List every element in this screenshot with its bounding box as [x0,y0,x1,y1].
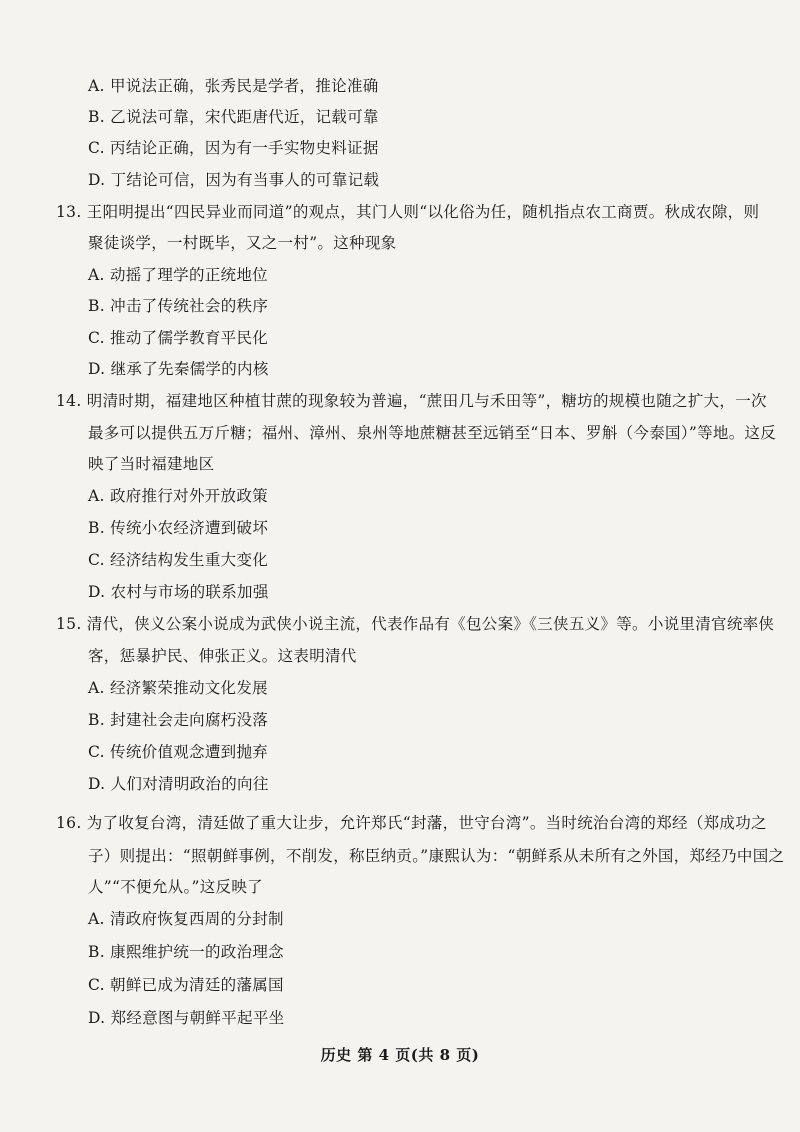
q16-stem-line-3: 人”“不便允从。”这反映了 [88,878,263,896]
q12-option-b: B. 乙说法可靠，宋代距唐代近，记载可靠 [88,108,379,126]
q14-stem-line-2: 最多可以提供五万斤糖；福州、漳州、泉州等地蔗糖甚至远销至“日本、罗斛（今泰国）”等地。这反 [88,424,777,442]
q14-option-a: A. 政府推行对外开放政策 [88,487,268,505]
q13-option-c: C. 推动了儒学教育平民化 [88,329,269,347]
q13-option-b: B. 冲击了传统社会的秩序 [88,297,269,315]
q14-option-b: B. 传统小农经济遭到破坏 [88,519,269,537]
q15-option-d: D. 人们对清明政治的向往 [88,775,269,793]
q13-stem-line-2: 聚徒谈学，一村既毕，又之一村”。这种现象 [88,234,397,252]
q16-option-a: A. 清政府恢复西周的分封制 [88,910,284,928]
q15-stem-line-1: 15. 清代，侠义公案小说成为武侠小说主流，代表作品有《包公案》《三侠五义》等。小说里清官统率侠 [56,615,775,633]
q15-option-a: A. 经济繁荣推动文化发展 [88,679,268,697]
q14-stem-line-1: 14. 明清时期，福建地区种植甘蔗的现象较为普遍，“蔗田几与禾田等”，糖坊的规模也随之扩大，一次 [56,392,767,410]
q16-stem-line-2: 子）则提出：“照朝鲜事例，不削发，称臣纳贡。”康熙认为：“朝鲜系从未所有之外国，郑经乃中国之 [88,847,785,865]
q14-option-c: C. 经济结构发生重大变化 [88,551,269,569]
q16-option-c: C. 朝鲜已成为清廷的藩属国 [88,976,284,994]
page-footer: 历史 第 4 页(共 8 页) [320,1046,480,1064]
q14-option-d: D. 农村与市场的联系加强 [88,583,269,601]
q13-option-d: D. 继承了先秦儒学的内核 [88,360,269,378]
q12-option-a: A. 甲说法正确，张秀民是学者，推论准确 [88,77,379,95]
q14-stem-line-3: 映了当时福建地区 [88,455,215,473]
q13-option-a: A. 动摇了理学的正统地位 [88,266,268,284]
q13-stem-line-1: 13. 王阳明提出“四民异业而同道”的观点，其门人则“以化俗为任，随机指点农工商贾。秋成农隙，则 [56,203,760,221]
q15-stem-line-2: 客，惩暴护民、伸张正义。这表明清代 [88,647,357,665]
q12-option-d: D. 丁结论可信，因为有当事人的可靠记载 [88,171,380,189]
q16-stem-line-1: 16. 为了收复台湾，清廷做了重大让步，允许郑氏“封藩，世守台湾”。当时统治台湾的郑经（郑成功之 [56,814,767,832]
q12-option-c: C. 丙结论正确，因为有一手实物史料证据 [88,139,379,157]
q15-option-b: B. 封建社会走向腐朽没落 [88,711,269,729]
q16-option-b: B. 康熙维护统一的政治理念 [88,943,284,961]
q15-option-c: C. 传统价值观念遭到抛弃 [88,743,269,761]
q16-option-d: D. 郑经意图与朝鲜平起平坐 [88,1009,285,1027]
